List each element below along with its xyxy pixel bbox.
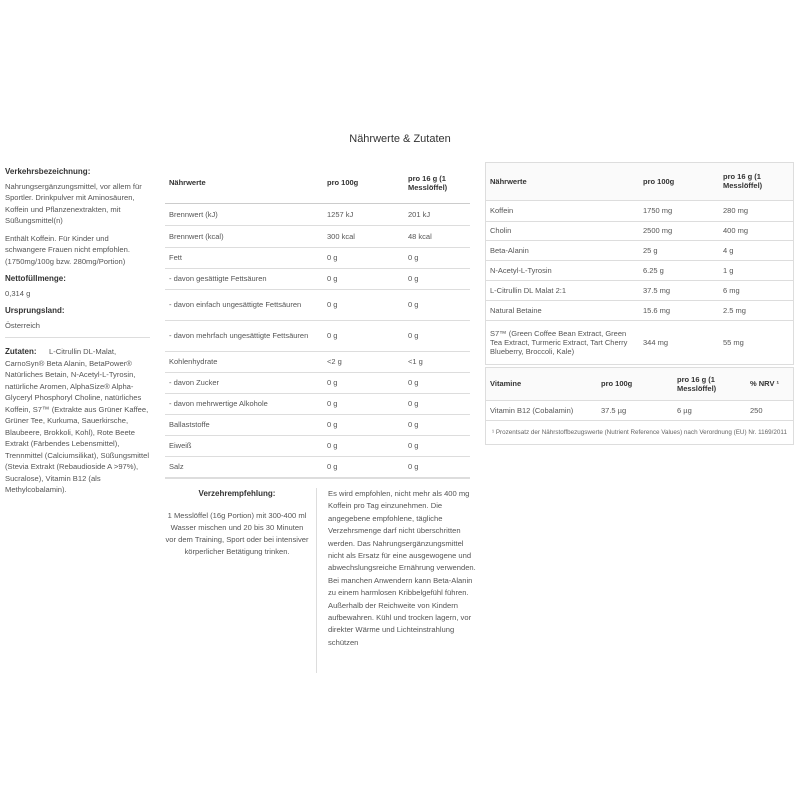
cell: 0 g (327, 462, 338, 471)
col-header: Nährwerte (169, 178, 206, 188)
zutaten-first: L-Citrullin DL-Malat, (49, 347, 117, 356)
cell: 0 g (408, 420, 419, 429)
table-row (165, 456, 470, 477)
cell: 0 g (327, 274, 338, 283)
cell: 0 g (327, 399, 338, 408)
cell: Eiweiß (169, 441, 192, 450)
table-row (165, 351, 470, 372)
zutaten-heading: Zutaten: (5, 347, 37, 356)
table-row (486, 300, 793, 320)
table-row (486, 320, 793, 364)
table-row (165, 320, 470, 351)
table-row (165, 393, 470, 414)
col-header: Nährwerte (490, 176, 527, 186)
cell: 0 g (408, 300, 419, 309)
cell: 344 mg (643, 337, 669, 347)
cell: - davon mehrfach ungesättigte Fettsäuren (169, 331, 309, 340)
vitamins-table (486, 368, 793, 421)
cell: Brennwert (kcal) (169, 231, 224, 241)
cell: Ballaststoffe (169, 420, 210, 429)
cell: 0 g (408, 274, 419, 283)
col-header: % NRV ¹ (750, 379, 780, 389)
nutrition-table (165, 163, 470, 478)
col-header: pro 100g (601, 379, 633, 389)
cell: 0 g (327, 378, 338, 387)
cell: 250 (750, 405, 763, 415)
col-header: pro 16 g (1 Messlöffel) (677, 374, 717, 393)
table-row (165, 268, 470, 289)
cell: Kohlenhydrate (169, 357, 218, 366)
netto-heading: Nettofüllmenge: (5, 274, 66, 283)
koffein-text: Enthält Koffein. Für Kinder und schwangere Frauen nicht empfohlen. (1750mg/100g bzw. 280mg/Portion) (5, 233, 130, 266)
cell: - davon Zucker (169, 378, 220, 387)
cell: <1 g (408, 357, 423, 366)
active-ingredients-box (485, 162, 794, 365)
table-row (165, 203, 470, 225)
table-row (165, 372, 470, 393)
cell: 2.5 mg (723, 305, 746, 315)
table-row (165, 247, 470, 268)
cell: 0 g (408, 441, 419, 450)
warning-text: Es wird empfohlen, nicht mehr als 400 mg Koffein pro Tag einzunehmen. Die angegebene empfohlene, tägliche Verzehrsmenge darf nicht überschritten werden. Das Nahrungsergänzungsmittel nicht als Ersatz für eine ausgewogene und abwechslungsreiche Ernährung verwenden. Bei manchen Anwendern kann Beta-Alanin zu einem harmlosen Kribbelgefühl führen. Außerhalb der Reichweite von Kindern aufbewahren. Kühl und trocken lagern, vor direkter Wärme und Lichteinstrahlung schützen (328, 489, 476, 647)
vitamins-box (485, 367, 794, 445)
cell: 48 kcal (408, 231, 432, 241)
table-row (486, 400, 793, 420)
cell: - davon mehrwertige Alkohole (169, 399, 268, 408)
cell: 0 g (327, 441, 338, 450)
table-row (165, 225, 470, 247)
cell: 280 mg (723, 206, 749, 215)
cell: 6.25 g (643, 265, 664, 275)
table-row (486, 200, 793, 221)
cell: 0 g (327, 253, 338, 262)
netto-value: 0,314 g (5, 288, 31, 298)
table-row (486, 280, 793, 300)
product-info-column (5, 166, 150, 496)
table-row (165, 435, 470, 456)
cell: 55 mg (723, 337, 744, 347)
cell: Salz (169, 462, 184, 471)
page-title: Nährwerte & Zutaten (349, 133, 451, 145)
cell: L-Citrullin DL Malat 2:1 (490, 285, 566, 295)
cell: 0 g (408, 462, 419, 471)
cell: 201 kJ (408, 209, 431, 219)
cell: 15.6 mg (643, 305, 671, 315)
recommendation-heading: Verzehrempfehlung: (198, 489, 276, 498)
cell: Koffein (490, 206, 514, 215)
cell: 0 g (327, 300, 338, 309)
cell: Beta-Alanin (490, 245, 529, 255)
table-row (486, 221, 793, 240)
cell: 0 g (408, 378, 419, 387)
footnote: ¹ Prozentsatz der Nährstoffbezugswerte (Nutrient Reference Values) nach Verordnung (EU) Nr. 1169/2011 (492, 428, 787, 436)
col-header: pro 100g (327, 178, 359, 188)
col-header: pro 100g (643, 176, 675, 186)
divider (5, 337, 150, 338)
cell: - davon gesättigte Fettsäuren (169, 274, 267, 283)
cell: Brennwert (kJ) (169, 209, 218, 219)
table-row (165, 289, 470, 320)
cell: 1 g (723, 265, 734, 275)
divider (316, 488, 317, 673)
recommendation-section (165, 488, 309, 558)
cell: 37.5 mg (643, 285, 671, 295)
cell: 0 g (327, 420, 338, 429)
cell: 1257 kJ (327, 209, 354, 219)
cell: 0 g (408, 399, 419, 408)
verkehr-heading: Verkehrsbezeichnung: (5, 167, 91, 176)
recommendation-text: 1 Messlöffel (16g Portion) mit 300-400 ml Wasser mischen und 20 bis 30 Minuten vor dem Training, Sport oder bei intensiver körperlicher Betätigung trinken. (165, 511, 309, 556)
cell: 2500 mg (643, 226, 673, 235)
ursprung-heading: Ursprungsland: (5, 306, 65, 315)
cell: Natural Betaine (490, 305, 542, 315)
cell: Cholin (490, 226, 512, 235)
col-header: Vitamine (490, 379, 522, 389)
cell: 6 µg (677, 405, 692, 415)
zutaten-text: CarnoSyn® Beta Alanin, BetaPower® Natürliches Betain, N-Acetyl-L-Tyrosin, natürliche Aromen, AlphaSize® Alpha-Glyceryl Phosphoryl Choline, natürliches Koffein, S7™ (Extrakte aus Grüner Kaffee, Grüner Tee, Kurkuma, Sauerkirsche, Blaubeere, Brokkoli, Kohl), Rote Beete Extrakt (Färbendes Lebensmittel), Trennmittel (Calciumsilikat), Süßungsmittel (Stevia Extrakt (Rebaudioside A >97%), Sucralose), Vitamin B12 (als Methylcobalamin). (5, 358, 150, 494)
verkehr-text: Nahrungsergänzungsmittel, vor allem für Sportler. Drinkpulver mit Aminosäuren, Koffein und Pflanzenextrakten, mit Süßungsmittel(n) (5, 181, 142, 225)
cell: 300 kcal (327, 231, 355, 241)
cell: Vitamin B12 (Cobalamin) (490, 405, 574, 415)
cell: <2 g (327, 357, 342, 366)
cell: - davon einfach ungesättigte Fettsäuren (169, 300, 302, 309)
cell: 0 g (327, 331, 338, 340)
cell: 400 mg (723, 226, 749, 235)
divider (165, 478, 470, 479)
col-header: pro 16 g (1 Messlöffel) (408, 173, 448, 192)
cell: Fett (169, 253, 182, 262)
active-ingredients-table (486, 163, 793, 364)
cell: S7™ (Green Coffee Bean Extract, Green Tea Extract, Turmeric Extract, Tart Cherry Blueberry, Broccoli, Kale) (490, 328, 628, 356)
ursprung-value: Österreich (5, 320, 41, 330)
table-row (486, 260, 793, 280)
cell: 25 g (643, 245, 658, 255)
col-header: pro 16 g (1 Messlöffel) (723, 172, 763, 191)
cell: 6 mg (723, 285, 740, 295)
cell: 0 g (408, 253, 419, 262)
table-row (486, 240, 793, 260)
table-row (165, 414, 470, 435)
cell: 4 g (723, 245, 734, 255)
cell: N-Acetyl-L-Tyrosin (490, 265, 552, 275)
cell: 0 g (408, 331, 419, 340)
cell: 1750 mg (643, 206, 673, 215)
cell: 37.5 µg (601, 405, 627, 415)
